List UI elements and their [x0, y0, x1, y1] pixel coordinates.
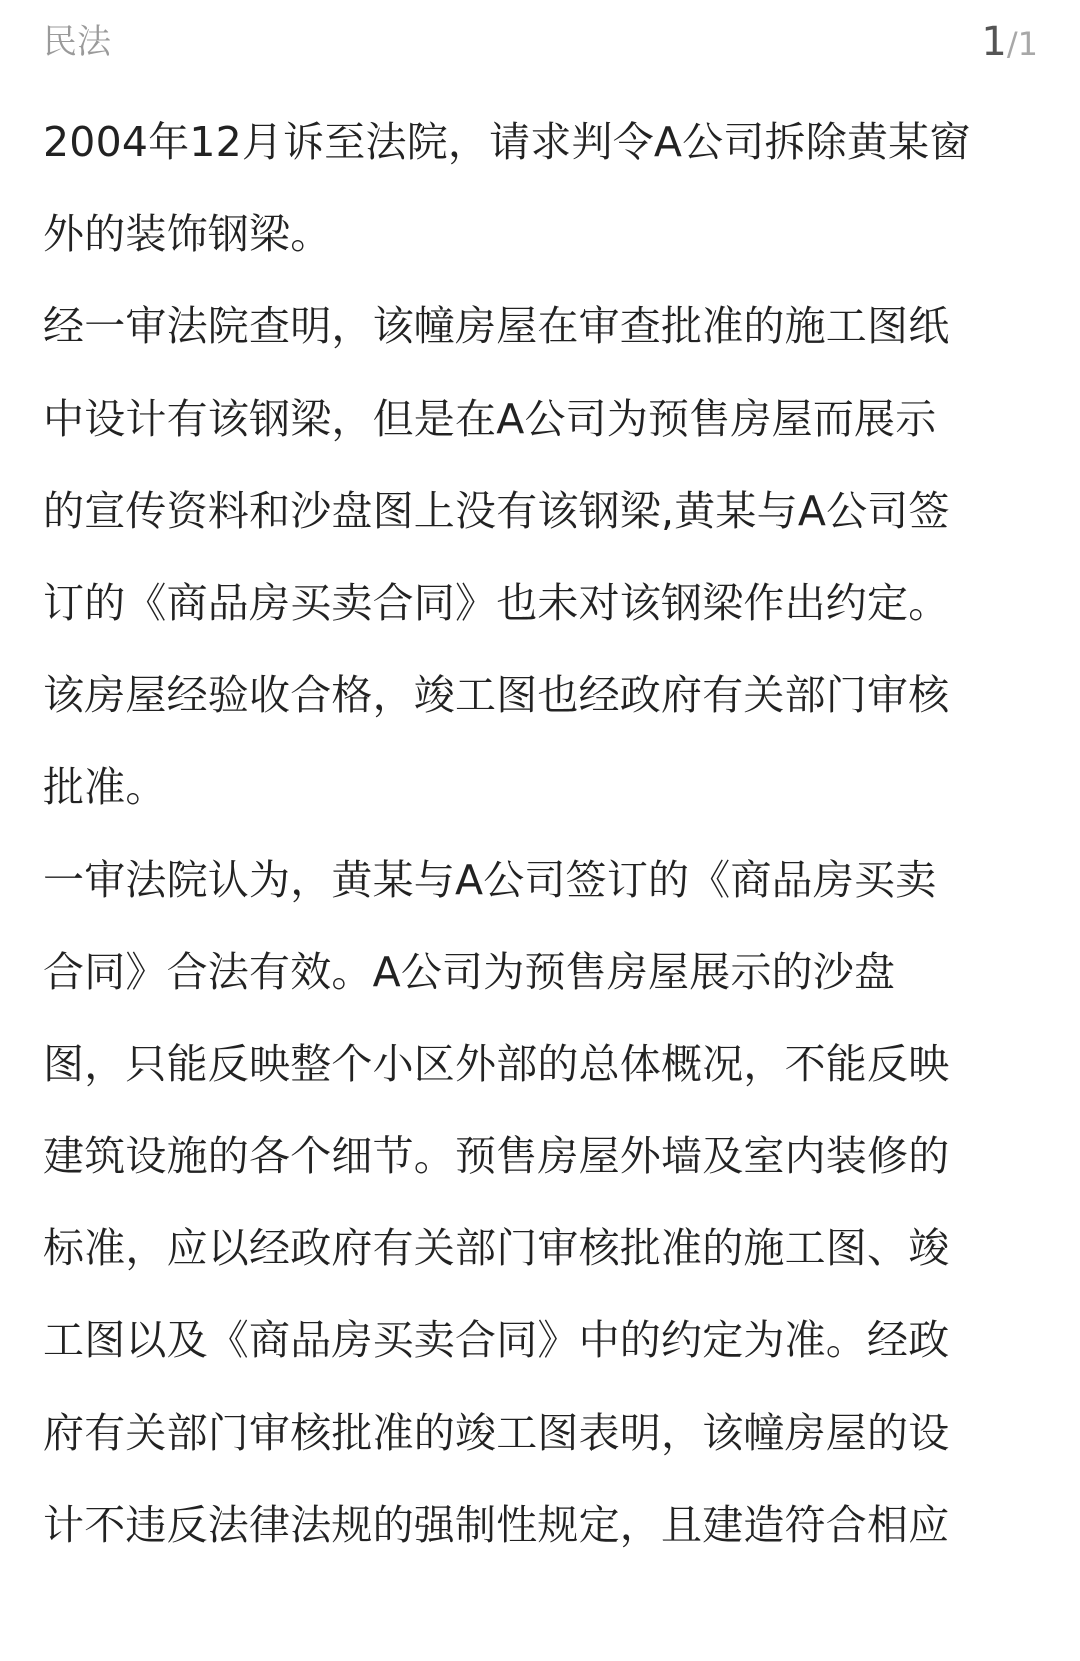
text-line: 工图以及《商品房买卖合同》中的约定为准。经政: [43, 1316, 950, 1365]
text-line: 2004年12月诉至法院，请求判令A公司拆除黄某窗: [43, 118, 971, 166]
text-line: 中设计有该钢梁，但是在A公司为预售房屋而展示: [43, 394, 937, 443]
top-bar: [0, 0, 1080, 90]
text-line: 计不违反法律法规的强制性规定，且建造符合相应: [43, 1500, 950, 1549]
text-line: 标准，应以经政府有关部门审核批准的施工图、竣: [43, 1224, 950, 1273]
text-line: 订的《商品房买卖合同》也未对该钢梁作出约定。: [43, 578, 950, 627]
text-line: 批准。: [43, 763, 167, 812]
text-line: 的宣传资料和沙盘图上没有该钢梁,黄某与A公司签: [43, 486, 950, 535]
text-line: 外的装饰钢梁。: [43, 210, 332, 259]
page-current: 1: [981, 19, 1007, 65]
text-line: 府有关部门审核批准的竣工图表明，该幢房屋的设: [43, 1408, 950, 1457]
page-separator: /: [1006, 25, 1018, 63]
category-label: 民法: [43, 22, 111, 62]
page-total: 1: [1017, 25, 1038, 63]
text-line: 图，只能反映整个小区外部的总体概况，不能反映: [43, 1039, 950, 1088]
text-line: 一审法院认为，黄某与A公司签订的《商品房买卖: [43, 855, 937, 904]
text-line: 合同》合法有效。A公司为预售房屋展示的沙盘: [43, 947, 896, 996]
text-line: 建筑设施的各个细节。预售房屋外墙及室内装修的: [43, 1132, 950, 1181]
text-line: 经一审法院查明，该幢房屋在审查批准的施工图纸: [43, 302, 950, 351]
page-counter: [981, 18, 1038, 74]
article-body: [43, 96, 1043, 1571]
text-line: 该房屋经验收合格，竣工图也经政府有关部门审核: [43, 671, 950, 720]
